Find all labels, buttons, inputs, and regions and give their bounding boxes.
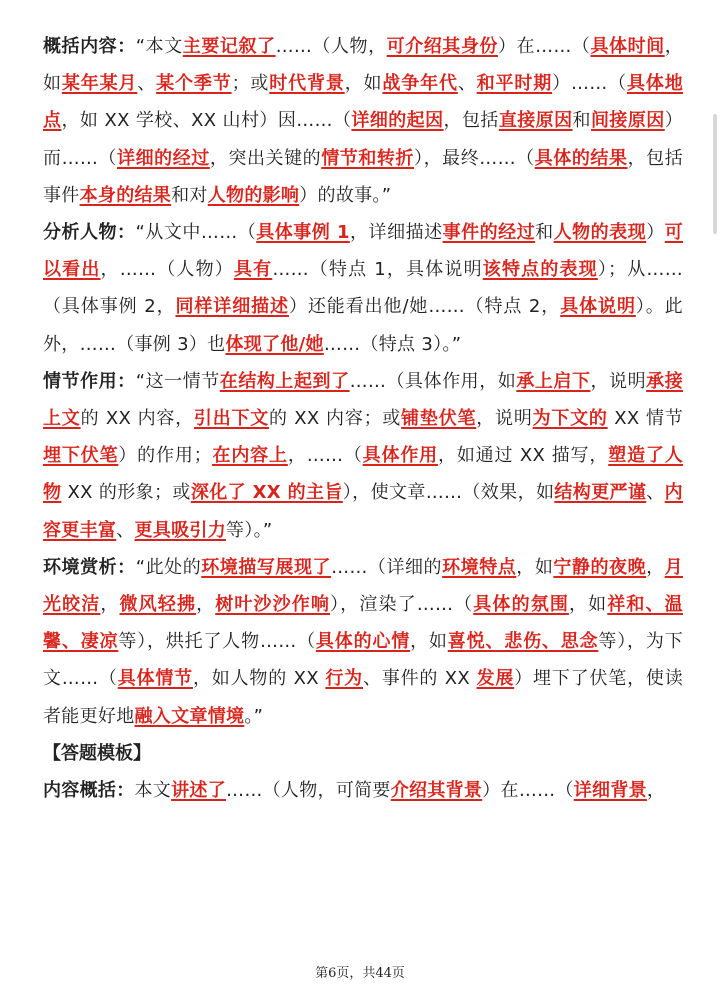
text-run: ……（具体作用，如 bbox=[349, 370, 517, 392]
text-run: 的 XX 内容， bbox=[80, 408, 194, 430]
text-run: ） bbox=[646, 222, 665, 244]
highlighted-phrase: 详细的经过 bbox=[117, 147, 210, 169]
text-run: ）的故事。” bbox=[299, 184, 392, 206]
text-run: ，……（ bbox=[287, 445, 363, 467]
highlighted-phrase: 树叶沙沙作响 bbox=[215, 594, 331, 616]
highlighted-phrase: 行为 bbox=[325, 668, 363, 690]
text-run: ，如 bbox=[43, 36, 684, 95]
text-run: XX 情节 bbox=[607, 408, 684, 430]
text-run: ，如 XX 学校、XX 山村）因……（ bbox=[61, 110, 352, 132]
text-run: ）而……（ bbox=[43, 110, 684, 169]
highlighted-phrase: 主要记叙了 bbox=[182, 36, 276, 57]
text-run: ），最终……（ bbox=[414, 147, 535, 169]
text-run: 等），烘托了人物……（ bbox=[118, 631, 316, 653]
section-heading-answer-template: 【答题模板】 bbox=[43, 742, 151, 764]
text-run: “从文中……（ bbox=[135, 222, 257, 244]
highlighted-phrase: 体现了他/她 bbox=[225, 333, 324, 355]
text-run: “此处的 bbox=[135, 556, 202, 578]
text-run: 等）。” bbox=[226, 519, 273, 541]
paragraph-content-summary bbox=[43, 28, 683, 214]
highlighted-phrase: 可介绍其身份 bbox=[386, 36, 498, 57]
text-run: ， bbox=[646, 556, 665, 578]
highlighted-phrase: 融入文章情境 bbox=[134, 705, 245, 727]
text-run: 。” bbox=[244, 705, 264, 727]
highlighted-phrase: 具体情节 bbox=[117, 668, 193, 690]
text-run: ，……（人物） bbox=[100, 259, 234, 281]
text-run: ……（详细的 bbox=[331, 556, 443, 578]
text-run: ， bbox=[646, 780, 666, 802]
highlighted-phrase: 内容更丰富 bbox=[43, 482, 683, 541]
text-run: ，如通过 XX 描写， bbox=[438, 445, 609, 467]
paragraph-plot-function bbox=[43, 363, 683, 549]
text-run: 、 bbox=[457, 73, 477, 95]
text-run: ……（特点 1，具体说明 bbox=[272, 259, 483, 281]
text-run: 和 bbox=[572, 110, 591, 132]
paragraph-label: 概括内容： bbox=[43, 36, 136, 57]
text-run: ，详细描述 bbox=[349, 222, 443, 244]
document-body bbox=[43, 28, 683, 809]
text-run: ，包括事件 bbox=[43, 147, 683, 206]
text-run: ……（特点 3）。” bbox=[323, 333, 462, 355]
highlighted-phrase: 介绍其背景 bbox=[390, 780, 483, 802]
highlighted-phrase: 埋下伏笔 bbox=[43, 445, 119, 467]
highlighted-phrase: 和平时期 bbox=[476, 73, 553, 95]
highlighted-phrase: 微风轻拂 bbox=[119, 594, 197, 616]
paragraph-template-content-summary bbox=[43, 772, 683, 809]
text-run: ， bbox=[100, 594, 120, 616]
highlighted-phrase: 事件的经过 bbox=[442, 222, 536, 244]
highlighted-phrase: 宁静的夜晚 bbox=[553, 556, 647, 578]
text-run: ；或 bbox=[231, 73, 270, 95]
text-run: ）……（ bbox=[552, 73, 627, 95]
text-run: ，说明 bbox=[476, 408, 533, 430]
highlighted-phrase: 承接上文 bbox=[43, 370, 683, 430]
highlighted-phrase: 月光皎洁 bbox=[43, 556, 683, 616]
text-run: 、 bbox=[116, 519, 135, 541]
highlighted-phrase: 在结构上起到了 bbox=[219, 370, 350, 392]
paragraph-label: 分析人物： bbox=[43, 222, 136, 244]
text-run: ，说明 bbox=[590, 370, 647, 392]
text-run: “本文 bbox=[135, 36, 183, 57]
text-run: ，如 bbox=[516, 556, 554, 578]
highlighted-phrase: 时代背景 bbox=[269, 73, 345, 95]
highlighted-phrase: 直接原因 bbox=[498, 110, 573, 132]
text-run: ，突出关键的 bbox=[209, 147, 322, 169]
highlighted-phrase: 详细背景 bbox=[573, 780, 647, 802]
highlighted-phrase: 人物的影响 bbox=[207, 184, 300, 206]
highlighted-phrase: 深化了 XX 的主旨 bbox=[190, 482, 343, 504]
text-run: ）埋下了伏笔，使读者能更好地 bbox=[43, 668, 683, 727]
text-run: ，如 bbox=[344, 73, 383, 95]
paragraph-label: 内容概括： bbox=[43, 780, 135, 802]
text-run: 和对 bbox=[171, 184, 208, 206]
highlighted-phrase: 为下文的 bbox=[532, 408, 608, 430]
text-run: ……（人物， bbox=[275, 36, 387, 57]
highlighted-phrase: 引出下文 bbox=[193, 408, 270, 430]
text-run: 等），为下文……（ bbox=[43, 631, 684, 690]
highlighted-phrase: 承上启下 bbox=[516, 370, 591, 392]
scrollbar[interactable] bbox=[713, 114, 717, 234]
text-run: ）的作用； bbox=[118, 445, 212, 467]
highlighted-phrase: 结构更严谨 bbox=[554, 482, 647, 504]
paragraph-character-analysis bbox=[43, 214, 683, 363]
page-number-footer: 第6页，共44页 bbox=[315, 966, 405, 981]
highlighted-phrase: 战争年代 bbox=[382, 73, 458, 95]
text-run: 、事件的 XX bbox=[363, 668, 477, 690]
highlighted-phrase: 环境描写展现了 bbox=[201, 556, 332, 578]
text-run: ……（人物，可简要 bbox=[226, 780, 391, 802]
highlighted-phrase: 具体的心情 bbox=[315, 631, 411, 653]
highlighted-phrase: 可以看出 bbox=[43, 222, 684, 281]
highlighted-phrase: 具体的氛围 bbox=[473, 594, 569, 616]
text-run: 本文 bbox=[134, 780, 172, 802]
text-run: ，包括 bbox=[443, 110, 499, 132]
highlighted-phrase: 喜悦、悲伤、思念 bbox=[447, 631, 599, 653]
highlighted-phrase: 同样详细描述 bbox=[175, 296, 289, 318]
text-run: “这一情节 bbox=[135, 370, 220, 392]
highlighted-phrase: 情节和转折 bbox=[321, 147, 415, 169]
highlighted-phrase: 讲述了 bbox=[171, 780, 227, 802]
text-run: ）在……（ bbox=[482, 780, 574, 802]
highlighted-phrase: 祥和、温馨、凄凉 bbox=[43, 594, 683, 653]
highlighted-phrase: 详细的起因 bbox=[351, 110, 444, 132]
highlighted-phrase: 铺垫伏笔 bbox=[401, 408, 477, 430]
highlighted-phrase: 具体的结果 bbox=[534, 147, 628, 169]
highlighted-phrase: 具体说明 bbox=[560, 296, 636, 318]
text-run: ，如 bbox=[410, 631, 448, 653]
text-run: 的 XX 内容；或 bbox=[269, 408, 402, 430]
text-run: ，如 bbox=[568, 594, 608, 616]
highlighted-phrase: 具体地点 bbox=[43, 73, 684, 132]
paragraph-label: 环境赏析： bbox=[43, 556, 136, 578]
highlighted-phrase: 该特点的表现 bbox=[482, 259, 598, 281]
highlighted-phrase: 具体作用 bbox=[362, 445, 439, 467]
highlighted-phrase: 人物的表现 bbox=[553, 222, 647, 244]
highlighted-phrase: 塑造了人物 bbox=[43, 445, 684, 504]
highlighted-phrase: 环境特点 bbox=[442, 556, 517, 578]
text-run: ）在……（ bbox=[497, 36, 591, 57]
highlighted-phrase: 具体事例 1 bbox=[256, 222, 350, 244]
text-run: ）。此外，……（事例 3）也 bbox=[43, 296, 683, 355]
text-run: 和 bbox=[535, 222, 554, 244]
highlighted-phrase: 间接原因 bbox=[590, 110, 665, 132]
text-run: XX 的形象；或 bbox=[61, 482, 191, 504]
highlighted-phrase: 发展 bbox=[476, 668, 515, 690]
text-run: 、 bbox=[137, 73, 157, 95]
highlighted-phrase: 本身的结果 bbox=[79, 184, 172, 206]
text-run: ， bbox=[196, 594, 216, 616]
paragraph-environment-appreciation bbox=[43, 549, 683, 735]
highlighted-phrase: 更具吸引力 bbox=[134, 519, 227, 541]
text-run: ），使文章……（效果，如 bbox=[342, 482, 555, 504]
highlighted-phrase: 某年某月 bbox=[61, 73, 138, 95]
highlighted-phrase: 在内容上 bbox=[211, 445, 288, 467]
highlighted-phrase: 具有 bbox=[233, 259, 273, 281]
text-run: ）；从……（具体事例 2， bbox=[43, 259, 684, 318]
text-run: ，如人物的 XX bbox=[192, 668, 326, 690]
highlighted-phrase: 具体时间 bbox=[590, 36, 665, 57]
highlighted-phrase: 某个季节 bbox=[156, 73, 232, 95]
text-run: ）还能看出他/她……（特点 2， bbox=[288, 296, 561, 318]
text-run: ），渲染了……（ bbox=[330, 594, 474, 616]
text-run: 、 bbox=[646, 482, 665, 504]
paragraph-label: 情节作用： bbox=[43, 370, 136, 392]
